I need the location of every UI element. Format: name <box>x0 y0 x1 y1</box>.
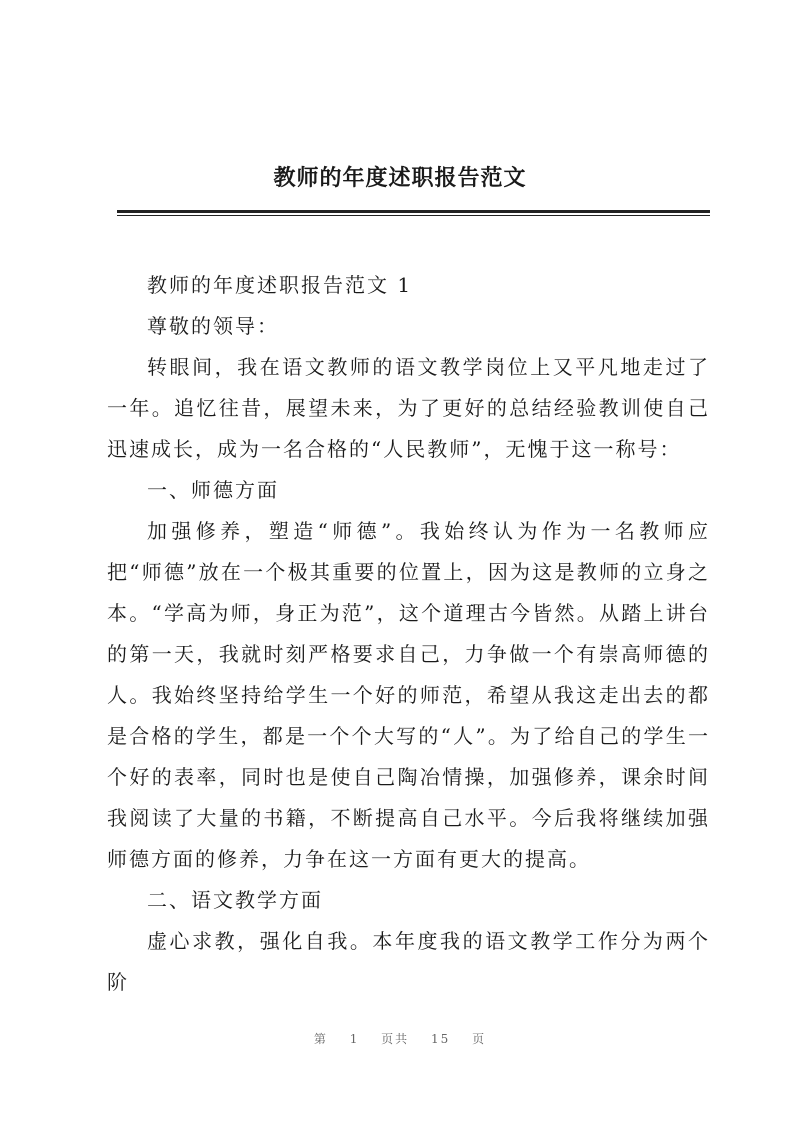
section-heading-ethics: 一、师德方面 <box>147 478 279 502</box>
paragraph-heading: 教师的年度述职报告范文 1 <box>147 273 413 297</box>
footer-page-current: 1 <box>349 1032 360 1046</box>
paragraph-ethics: 加强修养，塑造“师德”。我始终认为作为一名教师应把“师德”放在一个极其重要的位置上，因为这是教师的立身之本。“学高为师，身正为范”，这个道理古今皆然。从踏上讲台的第一天，我就时刻严格要求自己，力争做一个有崇高师德的人。我始终坚持给学生一个好的师范，希望从我这走出去的都是合格的学生，都是一个个大写的“人”。为了给自己的学生一个好的表率，同时也是使自己陶冶情操，加强修养，课余时间我阅读了大量的书籍，不断提高自己水平。今后我将继续加强师德方面的修养，力争在这一方面有更大的提高。 <box>107 519 710 871</box>
title-rule-thin <box>117 215 710 216</box>
section-heading-teaching: 二、语文教学方面 <box>147 888 323 912</box>
page-title: 教师的年度述职报告范文 <box>273 165 527 191</box>
footer-page-total: 15 <box>431 1032 451 1046</box>
paragraph-intro: 转眼间，我在语文教师的语文教学岗位上又平凡地走过了一年。追忆往昔，展望未来，为了更好的总结经验教训使自己迅速成长，成为一名合格的“人民教师”，无愧于这一称号： <box>107 355 710 461</box>
footer-page-mid: 页共 <box>381 1032 410 1046</box>
title-rule-thick <box>117 210 710 213</box>
page-footer <box>0 1030 800 1047</box>
paragraph-salutation: 尊敬的领导： <box>147 314 279 338</box>
footer-page-label: 第 <box>313 1032 328 1046</box>
paragraph-teaching: 虚心求教，强化自我。本年度我的语文教学工作分为两个阶 <box>107 929 710 994</box>
document-body <box>107 265 710 1003</box>
footer-page-end: 页 <box>472 1032 487 1046</box>
